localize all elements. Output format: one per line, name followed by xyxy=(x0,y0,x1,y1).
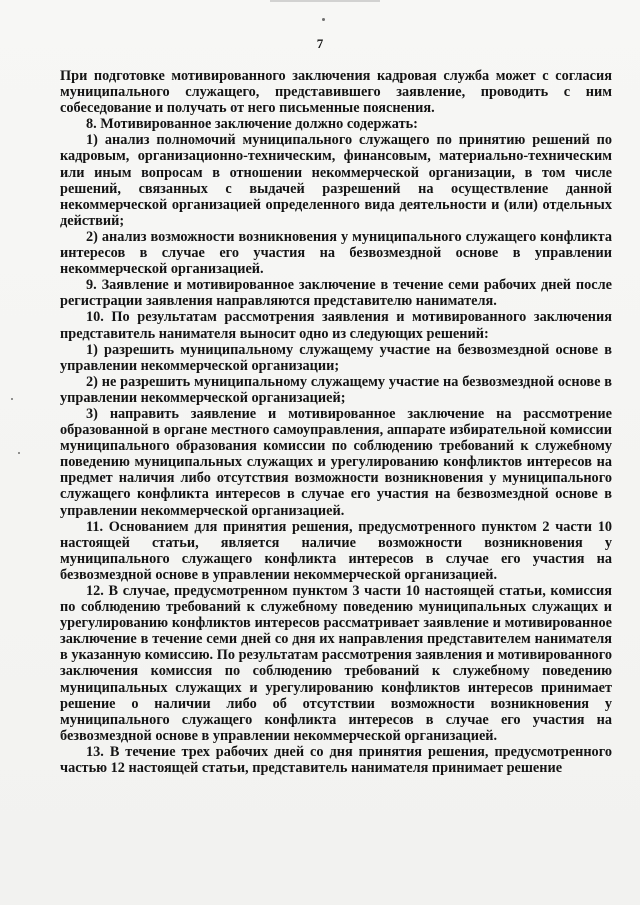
paragraph: 2) анализ возможности возникновения у муниципального служащего конфликта интересов в случае его участия на безвозмездной основе в управлении некоммерческой организацией. xyxy=(60,228,612,278)
page-number: 7 xyxy=(316,36,324,51)
scan-speck xyxy=(322,18,325,21)
paragraph: 9. Заявление и мотивированное заключение в течение семи рабочих дней после регистрации заявления направляются представителю нанимателя. xyxy=(60,277,612,310)
scan-speck xyxy=(11,398,13,400)
paragraph: 10. По результатам рассмотрения заявления и мотивированного заключения представитель нанимателя выносит одно из следующих решений: xyxy=(60,309,612,342)
paragraph: 3) направить заявление и мотивированное заключение на рассмотрение образованной в органе местного самоуправления, аппарате избирательной комиссии муниципального образования комиссии по соблюдению требований к служебному поведению муниципальных служащих и урегулированию конфликтов интересов на предмет наличия либо отсутствия возможности возникновения у муниципального служащего конфликта интересов в случае его участия на безвозмездной основе в управлении некоммерческой организацией. xyxy=(60,405,612,519)
paragraph: 2) не разрешить муниципальному служащему участие на безвозмездной основе в управлении некоммерческой организацией; xyxy=(60,373,612,406)
paragraph: 8. Мотивированное заключение должно содержать: xyxy=(86,116,418,133)
paragraph: 13. В течение трех рабочих дней со дня принятия решения, предусмотренного частью 12 настоящей статьи, представитель нанимателя принимает решение xyxy=(60,743,612,777)
paragraph: 1) разрешить муниципальному служащему участие на безвозмездной основе в управлении некоммерческой организации; xyxy=(60,341,612,374)
document-body xyxy=(60,68,612,776)
scan-speck xyxy=(18,452,20,454)
paragraph: 11. Основанием для принятия решения, предусмотренного пунктом 2 части 10 настоящей статьи, является наличие возможности возникновения у муниципального служащего конфликта интересов в случае его участия на безвозмездной основе в управлении некоммерческой организацией. xyxy=(60,518,612,583)
paragraph: 1) анализ полномочий муниципального служащего по принятию решений по кадровым, организационно-техническим, финансовым, материально-техническим или иным вопросам в отношении некоммерческой организации, в том числе решений, связанных с выдачей разрешений на осуществление данной некоммерческой организацией определенного вида деятельности и (или) отдельных действий; xyxy=(60,132,612,229)
scan-edge-mark xyxy=(270,0,380,2)
paragraph: 12. В случае, предусмотренном пунктом 3 части 10 настоящей статьи, комиссия по соблюдению требований к служебному поведению муниципальных служащих и урегулированию конфликтов интересов рассматривает заявление и мотивированное заключение в течение семи дней со дня их направления представителем нанимателя в указанную комиссию. По результатам рассмотрения заявления и мотивированного заключения комиссия по соблюдению требований к служебному поведению муниципальных служащих и урегулированию конфликтов интересов принимает решение о наличии либо об отсутствии возможности возникновения у муниципального служащего конфликта интересов в случае его участия на безвозмездной основе в управлении некоммерческой организацией. xyxy=(60,583,612,744)
paragraph: При подготовке мотивированного заключения кадровая служба может с согласия муниципального служащего, представившего заявление, проводить с ним собеседование и получать от него письменные пояснения. xyxy=(60,68,612,117)
